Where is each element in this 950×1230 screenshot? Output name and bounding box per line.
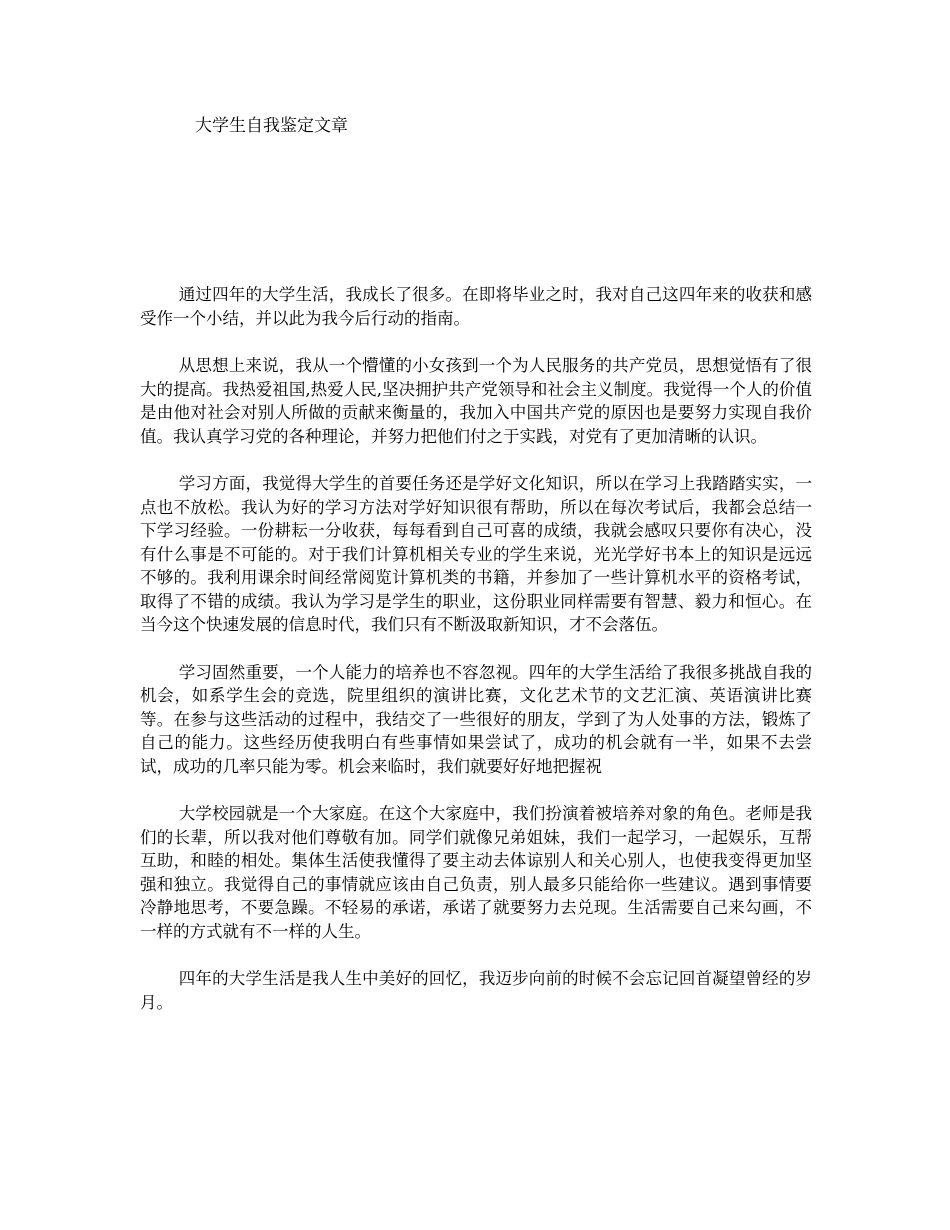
document-body bbox=[140, 283, 812, 1038]
paragraph-study: 学习方面，我觉得大学生的首要任务还是学好文化知识，所以在学习上我踏踏实实，一点也不放松。我认为好的学习方法对学好知识很有帮助，所以在每次考试后，我都会总结一下学习经验。一份耕耘一分收获，每每看到自己可喜的成绩，我就会感叹只要你有决心，没有什么事是不可能的。对于我们计算机相关专业的学生来说，光光学好书本上的知识是远远不够的。我利用课余时间经常阅览计算机类的书籍，并参加了一些计算机水平的资格考试，取得了不错的成绩。我认为学习是学生的职业，这份职业同样需要有智慧、毅力和恒心。在当今这个快速发展的信息时代，我们只有不断汲取新知识，才不会落伍。 bbox=[140, 474, 812, 634]
paragraph-thought: 从思想上来说，我从一个懵懂的小女孩到一个为人民服务的共产党员，思想觉悟有了很大的提高。我热爱祖国,热爱人民,坚决拥护共产党领导和社会主义制度。我觉得一个人的价值是由他对社会对别人所做的贡献来衡量的，我加入中国共产党的原因也是要努力实现自我价值。我认真学习党的各种理论，并努力把他们付之于实践，对党有了更加清晰的认识。 bbox=[140, 356, 812, 446]
document-title: 大学生自我鉴定文章 bbox=[195, 116, 348, 136]
paragraph-conclusion: 四年的大学生活是我人生中美好的回忆，我迈步向前的时候不会忘记回首凝望曾经的岁月。 bbox=[140, 969, 812, 1012]
paragraph-intro: 通过四年的大学生活，我成长了很多。在即将毕业之时，我对自己这四年来的收获和感受作一个小结，并以此为我今后行动的指南。 bbox=[140, 285, 812, 328]
paragraph-ability: 学习固然重要，一个人能力的培养也不容忽视。四年的大学生活给了我很多挑战自我的机会，如系学生会的竞选，院里组织的演讲比赛，文化艺术节的文艺汇演、英语演讲比赛等。在参与这些活动的过程中，我结交了一些很好的朋友，学到了为人处事的方法，锻炼了自己的能力。这些经历使我明白有些事情如果尝试了，成功的机会就有一半，如果不去尝试，成功的几率只能为零。机会来临时，我们就要好好地把握祝 bbox=[140, 662, 812, 776]
paragraph-campus-life: 大学校园就是一个大家庭。在这个大家庭中，我们扮演着被培养对象的角色。老师是我们的长辈，所以我对他们尊敬有加。同学们就像兄弟姐妹，我们一起学习，一起娱乐，互帮互助，和睦的相处。集体生活使我懂得了要主动去体谅别人和关心别人，也使我变得更加坚强和独立。我觉得自己的事情就应该由自己负责，别人最多只能给你一些建议。遇到事情要冷静地思考，不要急躁。不轻易的承诺，承诺了就要努力去兑现。生活需要自己来勾画，不一样的方式就有不一样的人生。 bbox=[140, 804, 812, 941]
